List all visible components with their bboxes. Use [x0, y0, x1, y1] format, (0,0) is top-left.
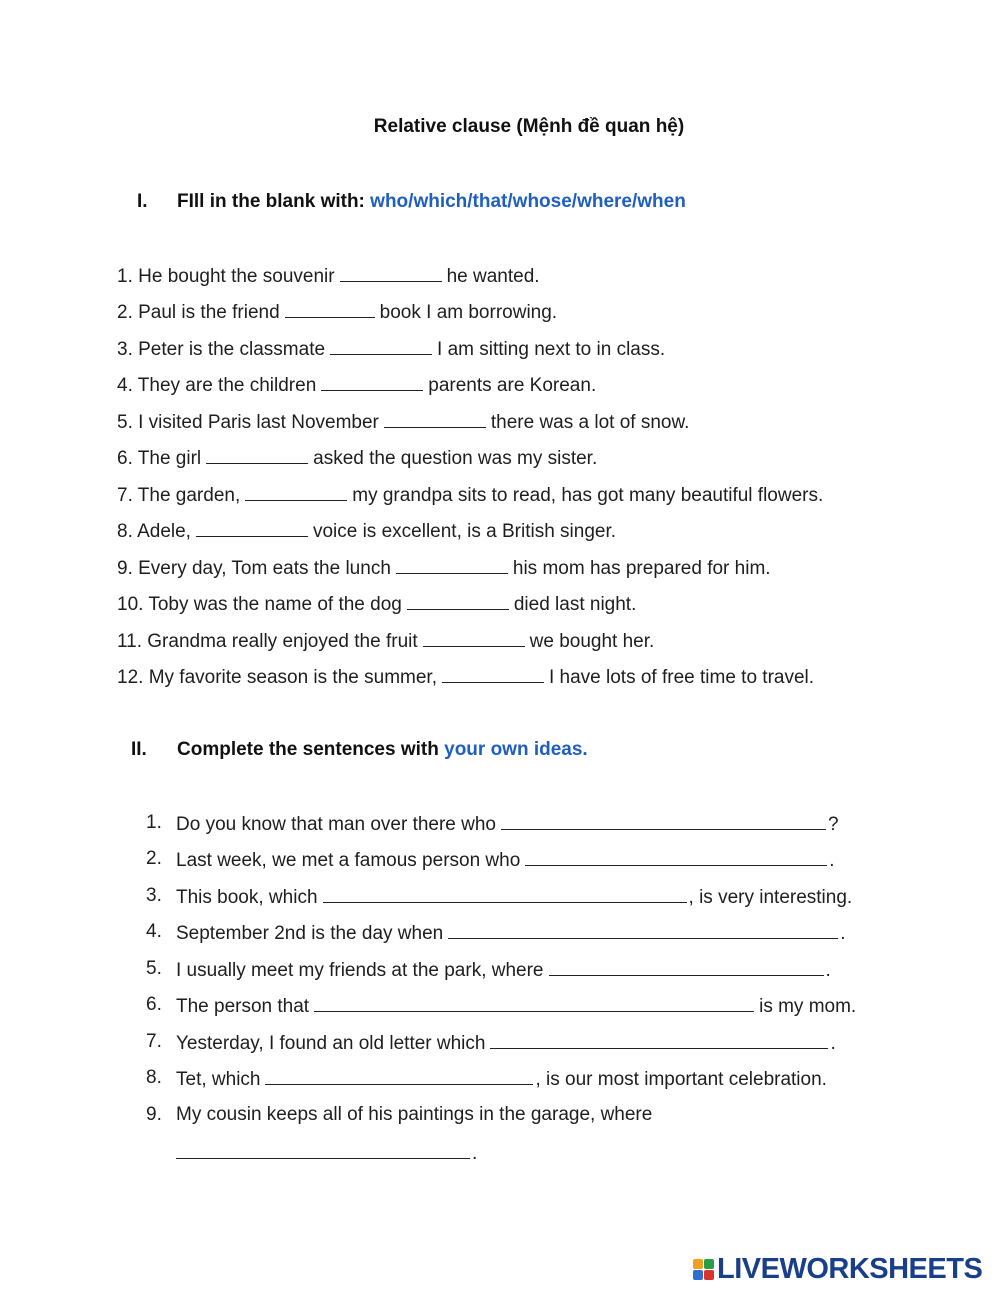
- item-number: 5.: [146, 958, 162, 979]
- list-item: [117, 629, 654, 653]
- item-number: 2.: [146, 848, 162, 869]
- answer-blank[interactable]: [448, 921, 838, 939]
- list-item: [117, 519, 616, 543]
- list-item: [117, 300, 557, 324]
- answer-blank[interactable]: [501, 812, 826, 830]
- answer-blank[interactable]: [285, 300, 375, 318]
- answer-blank[interactable]: [396, 556, 508, 574]
- item-number: 6.: [146, 994, 162, 1015]
- list-item: [176, 812, 839, 836]
- sentence-end: his mom has prepared for him.: [512, 558, 771, 579]
- answer-blank[interactable]: [340, 264, 442, 282]
- answer-blank[interactable]: [206, 446, 308, 464]
- answer-blank[interactable]: [525, 848, 827, 866]
- answer-blank[interactable]: [314, 994, 754, 1012]
- answer-blank[interactable]: [330, 337, 432, 355]
- answer-blank[interactable]: [442, 665, 544, 683]
- answer-blank[interactable]: [407, 592, 509, 610]
- sentence-end: , is very interesting.: [688, 887, 853, 908]
- item-number: 8.: [146, 1067, 162, 1088]
- sentence-start: 10. Toby was the name of the dog: [117, 594, 402, 615]
- sentence-end: .: [840, 923, 846, 944]
- sentence-end: died last night.: [513, 594, 637, 615]
- list-item: [117, 373, 596, 397]
- sentence-end: we bought her.: [529, 631, 655, 652]
- sentence-start: Last week, we met a famous person who: [176, 850, 521, 871]
- list-item: [176, 994, 856, 1018]
- sentence-end: ?: [828, 814, 839, 835]
- section-1-word-list: who/which/that/whose/where/when: [370, 191, 686, 212]
- item-number: 1.: [146, 812, 162, 833]
- sentence-end: there was a lot of snow.: [490, 412, 690, 433]
- sentence-end: .: [472, 1143, 478, 1164]
- sentence-start: 1. He bought the souvenir: [117, 266, 335, 287]
- section-1-numeral: I.: [137, 191, 148, 212]
- list-item: [117, 556, 771, 580]
- section-1-heading: [137, 191, 686, 213]
- item-number: 7.: [146, 1031, 162, 1052]
- sentence-end: is my mom.: [759, 996, 857, 1017]
- sentence-start: 2. Paul is the friend: [117, 302, 280, 323]
- sentence-end: I am sitting next to in class.: [437, 339, 666, 360]
- sentence-start: 5. I visited Paris last November: [117, 412, 379, 433]
- list-item: [117, 337, 665, 361]
- sentence-end: .: [829, 850, 835, 871]
- list-item: [176, 848, 835, 872]
- section-2-label: Complete the sentences with: [177, 739, 445, 760]
- sentence-start: My cousin keeps all of his paintings in the garage, where: [176, 1104, 653, 1125]
- answer-blank[interactable]: [321, 373, 423, 391]
- sentence-start: September 2nd is the day when: [176, 923, 444, 944]
- section-2-numeral: II.: [131, 739, 147, 760]
- list-item: [117, 483, 823, 507]
- sentence-end: .: [830, 1033, 836, 1054]
- sentence-end: , is our most important celebration.: [535, 1069, 827, 1090]
- answer-blank[interactable]: [265, 1067, 533, 1085]
- sentence-start: The person that: [176, 996, 310, 1017]
- sentence-start: Do you know that man over there who: [176, 814, 497, 835]
- section-1-label: FIll in the blank with:: [177, 191, 371, 212]
- liveworksheets-logo: [693, 1254, 982, 1284]
- sentence-start: 7. The garden,: [117, 485, 241, 506]
- sentence-start: 9. Every day, Tom eats the lunch: [117, 558, 391, 579]
- sentence-start: 6. The girl: [117, 448, 202, 469]
- sentence-start: Tet, which: [176, 1069, 261, 1090]
- list-item: [176, 921, 846, 945]
- sentence-end: voice is excellent, is a British singer.: [312, 521, 617, 542]
- list-item: [176, 885, 852, 909]
- sentence-end: he wanted.: [446, 266, 540, 287]
- answer-blank[interactable]: [549, 958, 824, 976]
- answer-blank[interactable]: [176, 1141, 470, 1159]
- item-number: 4.: [146, 921, 162, 942]
- sentence-start: This book, which: [176, 887, 318, 908]
- answer-blank[interactable]: [423, 629, 525, 647]
- sentence-start: 11. Grandma really enjoyed the fruit: [117, 631, 418, 652]
- item-number: 3.: [146, 885, 162, 906]
- section-2-accent: your own ideas.: [444, 739, 588, 760]
- sentence-end: I have lots of free time to travel.: [548, 667, 815, 688]
- section-2-heading: [131, 739, 588, 761]
- list-item: [176, 1031, 836, 1055]
- list-item: [176, 958, 831, 982]
- answer-blank[interactable]: [384, 410, 486, 428]
- sentence-end: parents are Korean.: [428, 375, 597, 396]
- sentence-end: my grandpa sits to read, has got many beautiful flowers.: [352, 485, 824, 506]
- list-item: [117, 410, 689, 434]
- answer-blank[interactable]: [196, 519, 308, 537]
- page-title: Relative clause (Mệnh đề quan hệ): [373, 116, 685, 137]
- answer-blank[interactable]: [323, 885, 687, 903]
- list-item-continuation: [176, 1141, 477, 1165]
- list-item: [117, 446, 597, 470]
- list-item: [117, 665, 814, 689]
- sentence-end: book I am borrowing.: [379, 302, 558, 323]
- sentence-start: 3. Peter is the classmate: [117, 339, 326, 360]
- sentence-start: 8. Adele,: [117, 521, 191, 542]
- list-item: [117, 592, 636, 616]
- answer-blank[interactable]: [245, 483, 347, 501]
- answer-blank[interactable]: [490, 1031, 828, 1049]
- liveworksheets-logo-icon: [693, 1259, 714, 1280]
- list-item: [176, 1067, 827, 1091]
- sentence-end: .: [825, 960, 831, 981]
- list-item: [117, 264, 540, 288]
- sentence-start: Yesterday, I found an old letter which: [176, 1033, 486, 1054]
- logo-text: LIVEWORKSHEETS: [717, 1252, 983, 1285]
- list-item: [176, 1104, 652, 1126]
- sentence-start: 4. They are the children: [117, 375, 317, 396]
- sentence-start: 12. My favorite season is the summer,: [117, 667, 437, 688]
- sentence-start: I usually meet my friends at the park, where: [176, 960, 544, 981]
- sentence-end: asked the question was my sister.: [313, 448, 598, 469]
- item-number: 9.: [146, 1104, 162, 1125]
